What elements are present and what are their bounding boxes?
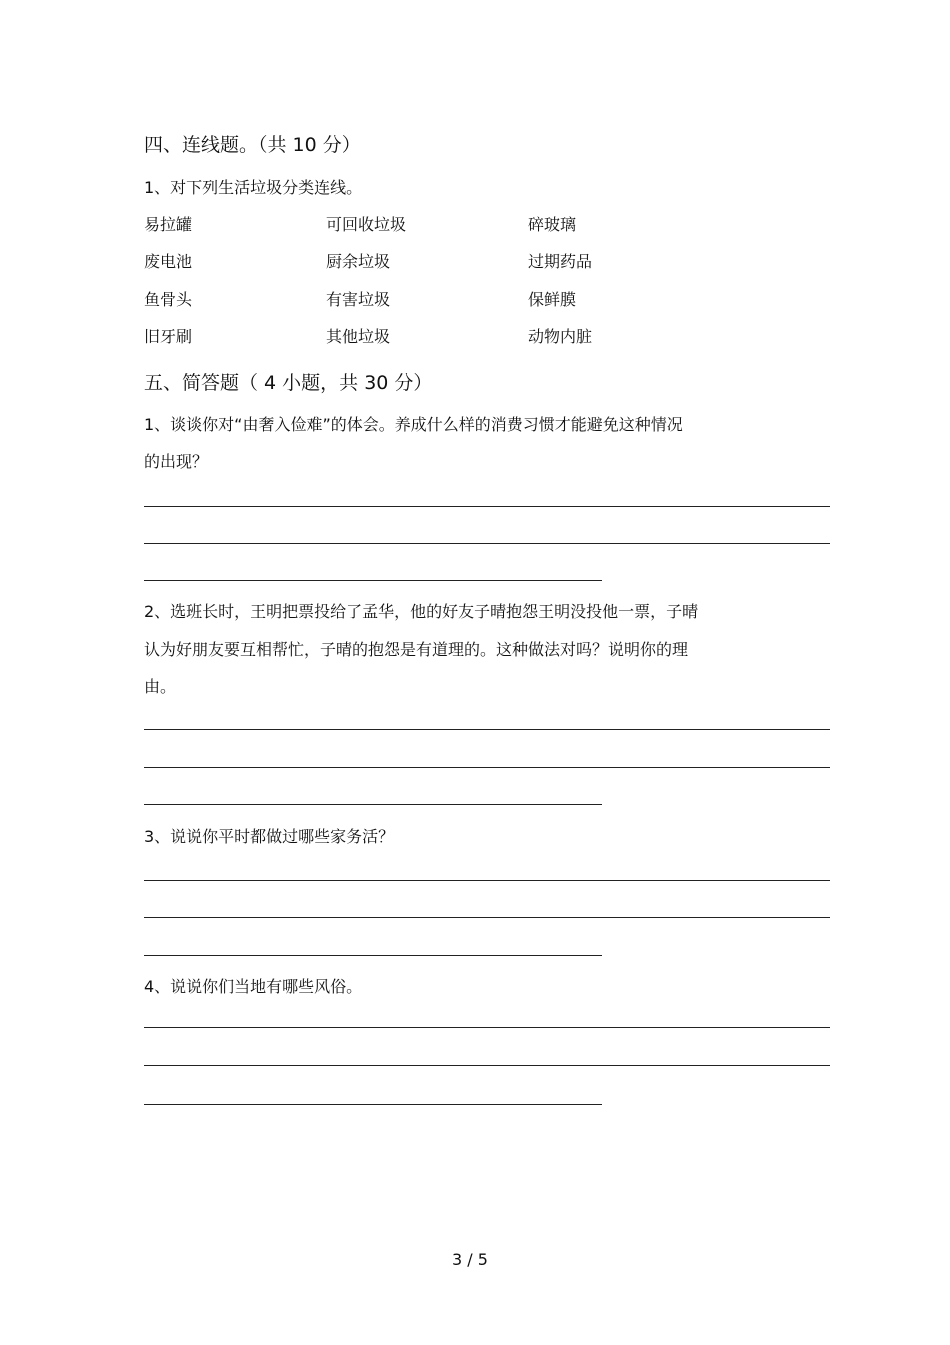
answer-line[interactable]	[144, 543, 830, 544]
question-1-line-2: 的出现？	[144, 452, 209, 471]
item-left-3: 鱼骨头	[144, 290, 193, 309]
question-3: 3、说说你平时都做过哪些家务活？	[144, 827, 395, 846]
item-right-2: 过期药品	[528, 252, 593, 271]
answer-line[interactable]	[144, 1027, 830, 1028]
item-left-2: 废电池	[144, 252, 193, 271]
question-2-line-2: 认为好朋友要互相帮忙，子晴的抱怨是有道理的。这种做法对吗？说明你的理	[144, 640, 689, 659]
item-right-3: 保鲜膜	[528, 290, 577, 309]
answer-line[interactable]	[144, 1065, 830, 1066]
item-mid-4: 其他垃圾	[326, 327, 391, 346]
section4-heading: 四、连线题。（共 10 分）	[144, 134, 361, 156]
item-mid-3: 有害垃圾	[326, 290, 391, 309]
question-4: 4、说说你们当地有哪些风俗。	[144, 977, 363, 996]
item-left-1: 易拉罐	[144, 215, 193, 234]
section4-question-1: 1、对下列生活垃圾分类连线。	[144, 178, 363, 197]
answer-line[interactable]	[144, 729, 830, 730]
item-right-1: 碎玻璃	[528, 215, 577, 234]
answer-line[interactable]	[144, 880, 830, 881]
question-2-line-3: 由。	[144, 677, 177, 696]
answer-line[interactable]	[144, 955, 602, 956]
question-2-line-1: 2、选班长时，王明把票投给了孟华，他的好友子晴抱怨王明没投他一票，子晴	[144, 602, 699, 621]
answer-line[interactable]	[144, 580, 602, 581]
section5-heading: 五、简答题（ 4 小题，共 30 分）	[144, 372, 433, 394]
item-mid-1: 可回收垃圾	[326, 215, 407, 234]
item-right-4: 动物内脏	[528, 327, 593, 346]
answer-line[interactable]	[144, 1104, 602, 1105]
item-left-4: 旧牙刷	[144, 327, 193, 346]
answer-line[interactable]	[144, 804, 602, 805]
item-mid-2: 厨余垃圾	[326, 252, 391, 271]
page-number: 3 / 5	[452, 1250, 488, 1269]
answer-line[interactable]	[144, 506, 830, 507]
question-1-line-1: 1、谈谈你对“由奢入俭难”的体会。养成什么样的消费习惯才能避免这种情况	[144, 415, 683, 434]
answer-line[interactable]	[144, 917, 830, 918]
answer-line[interactable]	[144, 767, 830, 768]
